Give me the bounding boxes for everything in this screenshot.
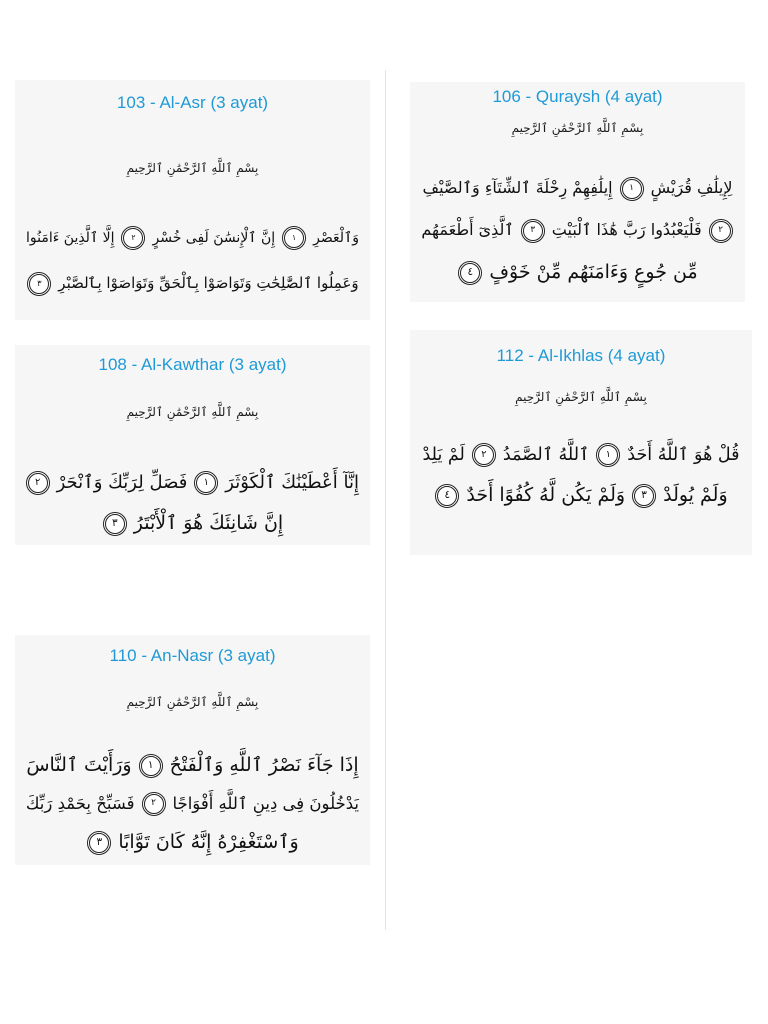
ayah-number-marker: ٣ (27, 272, 51, 296)
verse-text: إِنَّآ أَعْطَيْنَٰكَ ٱلْكَوْثَرَ (225, 472, 359, 493)
verse-line (23, 503, 362, 543)
ayah-number-marker: ٤ (435, 484, 459, 508)
verse-line (23, 784, 362, 824)
verse-text: وَلَمْ يَكُن لَّهُ كُفُوًا أَحَدٌ (466, 484, 626, 506)
surah-card-quraysh (410, 82, 745, 302)
ayah-number-marker: ٢ (472, 443, 496, 467)
ayah-number-marker: ٢ (121, 226, 145, 250)
ayah-number-marker: ٢ (709, 219, 733, 243)
verse-line (23, 263, 362, 303)
basmala: بِسْمِ ٱللَّهِ ٱلرَّحْمَٰنِ ٱلرَّحِيمِ (511, 121, 644, 135)
surah-title: 108 - Al-Kawthar (3 ayat) (98, 355, 287, 374)
ayah-number-marker: ٣ (103, 512, 127, 536)
verse-line (23, 822, 362, 862)
column-divider (385, 70, 386, 930)
verse-line (418, 435, 744, 475)
ayah-number-marker: ٤ (458, 261, 482, 285)
verse-text: إِلَّا ٱلَّذِينَ ءَامَنُوا (26, 230, 115, 246)
verse-text: فَلْيَعْبُدُوا رَبَّ هَٰذَا ٱلْبَيْتِ (551, 220, 702, 239)
verse-text: ٱللَّهُ ٱلصَّمَدُ (502, 445, 590, 465)
verse-text: وَٱلْعَصْرِ (313, 230, 359, 246)
verse-line (418, 475, 744, 515)
verse-text: فَصَلِّ لِرَبِّكَ وَٱنْحَرْ (56, 472, 188, 493)
surah-card-al-asr (15, 80, 370, 320)
ayah-number-marker: ٣ (521, 219, 545, 243)
verse-text: وَعَمِلُوا ٱلصَّٰلِحَٰتِ وَتَوَاصَوْا بِٱلْحَقِّ وَتَوَاصَوْا بِٱلصَّبْرِ (58, 274, 359, 292)
verse-text: إِذَا جَآءَ نَصْرُ ٱللَّهِ وَٱلْفَتْحُ (169, 754, 359, 776)
verse-text: لِإِيلَٰفِ قُرَيْشٍ (650, 178, 733, 197)
verse-text: مِّن جُوعٍ وَءَامَنَهُم مِّنْ خَوْفٍ (489, 261, 698, 283)
verse-text: لَمْ يَلِدْ (422, 445, 465, 465)
verse-line (23, 218, 362, 258)
surah-title: 110 - An-Nasr (3 ayat) (109, 646, 276, 665)
verse-text: إِنَّ ٱلْإِنسَٰنَ لَفِى خُسْرٍ (152, 230, 276, 246)
verse-line (418, 252, 737, 292)
ayah-number-marker: ٣ (87, 831, 111, 855)
verse-text: ٱلَّذِىٓ أَطْعَمَهُم (421, 220, 514, 239)
basmala: بِسْمِ ٱللَّهِ ٱلرَّحْمَٰنِ ٱلرَّحِيمِ (126, 695, 259, 709)
verse-text: إِيلَٰفِهِمْ رِحْلَةَ ٱلشِّتَآءِ وَٱلصَّيْفِ (422, 178, 613, 197)
surah-title: 106 - Quraysh (4 ayat) (492, 87, 663, 106)
ayah-number-marker: ١ (282, 226, 306, 250)
ayah-number-marker: ١ (194, 471, 218, 495)
basmala: بِسْمِ ٱللَّهِ ٱلرَّحْمَٰنِ ٱلرَّحِيمِ (515, 390, 647, 404)
ayah-number-marker: ٢ (142, 792, 166, 816)
verse-line (23, 463, 362, 503)
verse-text: قُلْ هُوَ ٱللَّهُ أَحَدٌ (627, 445, 740, 465)
verse-line (418, 210, 737, 250)
verse-text: إِنَّ شَانِئَكَ هُوَ ٱلْأَبْتَرُ (133, 512, 284, 534)
surah-title: 112 - Al-Ikhlas (4 ayat) (496, 346, 666, 365)
verse-text: يَدْخُلُونَ فِى دِينِ ٱللَّهِ أَفْوَاجًا (172, 793, 359, 813)
basmala: بِسْمِ ٱللَّهِ ٱلرَّحْمَٰنِ ٱلرَّحِيمِ (126, 161, 259, 175)
verse-text: وَرَأَيْتَ ٱلنَّاسَ (26, 754, 132, 776)
ayah-number-marker: ١ (596, 443, 620, 467)
surah-card-al-kawthar (15, 345, 370, 545)
surah-card-an-nasr (15, 635, 370, 865)
surah-card-al-ikhlas (410, 330, 752, 555)
verse-text: وَلَمْ يُولَدْ (663, 484, 728, 506)
ayah-number-marker: ٣ (632, 484, 656, 508)
ayah-number-marker: ٢ (26, 471, 50, 495)
surah-title: 103 - Al-Asr (3 ayat) (116, 93, 269, 112)
verse-text: فَسَبِّحْ بِحَمْدِ رَبِّكَ (25, 793, 135, 813)
basmala: بِسْمِ ٱللَّهِ ٱلرَّحْمَٰنِ ٱلرَّحِيمِ (126, 405, 259, 419)
verse-line (418, 168, 737, 208)
verse-line (23, 745, 362, 785)
ayah-number-marker: ١ (139, 754, 163, 778)
ayah-number-marker: ١ (620, 177, 644, 201)
verse-text: وَٱسْتَغْفِرْهُ إِنَّهُ كَانَ تَوَّابًا (118, 831, 299, 853)
